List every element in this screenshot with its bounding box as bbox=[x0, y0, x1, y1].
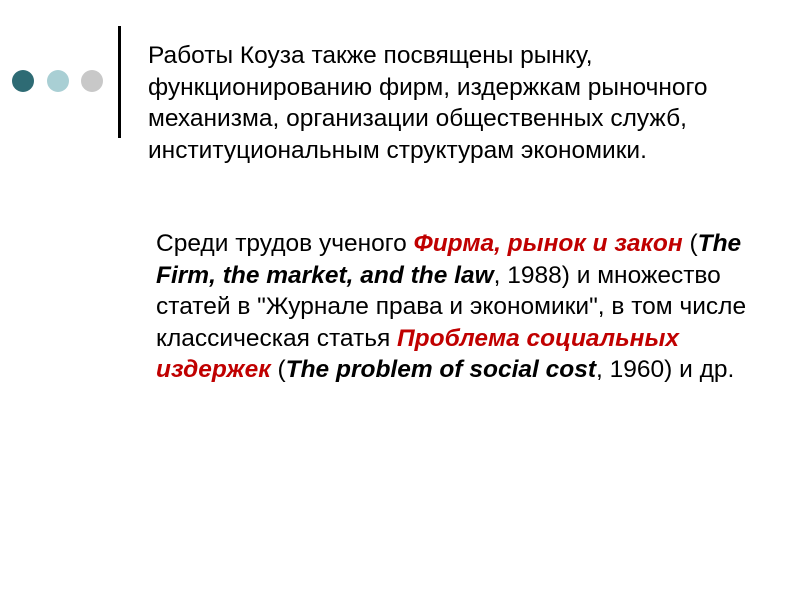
decorative-dot-gray bbox=[81, 70, 103, 92]
paragraph-text: Среди трудов ученого bbox=[156, 230, 414, 257]
article-title-en: The problem of social cost bbox=[285, 356, 596, 383]
slide-body bbox=[148, 40, 748, 386]
decorative-dot-light bbox=[47, 70, 69, 92]
book-title-en: The Firm, the market, and the law bbox=[156, 230, 742, 289]
paragraph-text: , 1988) и множество статей в "Журнале права и экономики", в том числе классическая статья bbox=[156, 261, 747, 352]
vertical-divider bbox=[118, 26, 121, 138]
paragraph-text: ( bbox=[270, 356, 286, 383]
paragraph-coase-publications bbox=[148, 228, 752, 386]
decorative-dot-dark bbox=[12, 70, 34, 92]
article-title-ru: Проблема социальных издержек bbox=[156, 324, 679, 383]
paragraph-text: , 1960) и др. bbox=[596, 356, 735, 383]
paragraph-text: ( bbox=[682, 230, 698, 257]
paragraph-coase-works: Работы Коуза также посвящены рынку, функционированию фирм, издержкам рыночного механизма, организации общественных служб, институциональным структурам экономики. bbox=[148, 42, 708, 164]
book-title-ru: Фирма, рынок и закон bbox=[413, 230, 683, 257]
